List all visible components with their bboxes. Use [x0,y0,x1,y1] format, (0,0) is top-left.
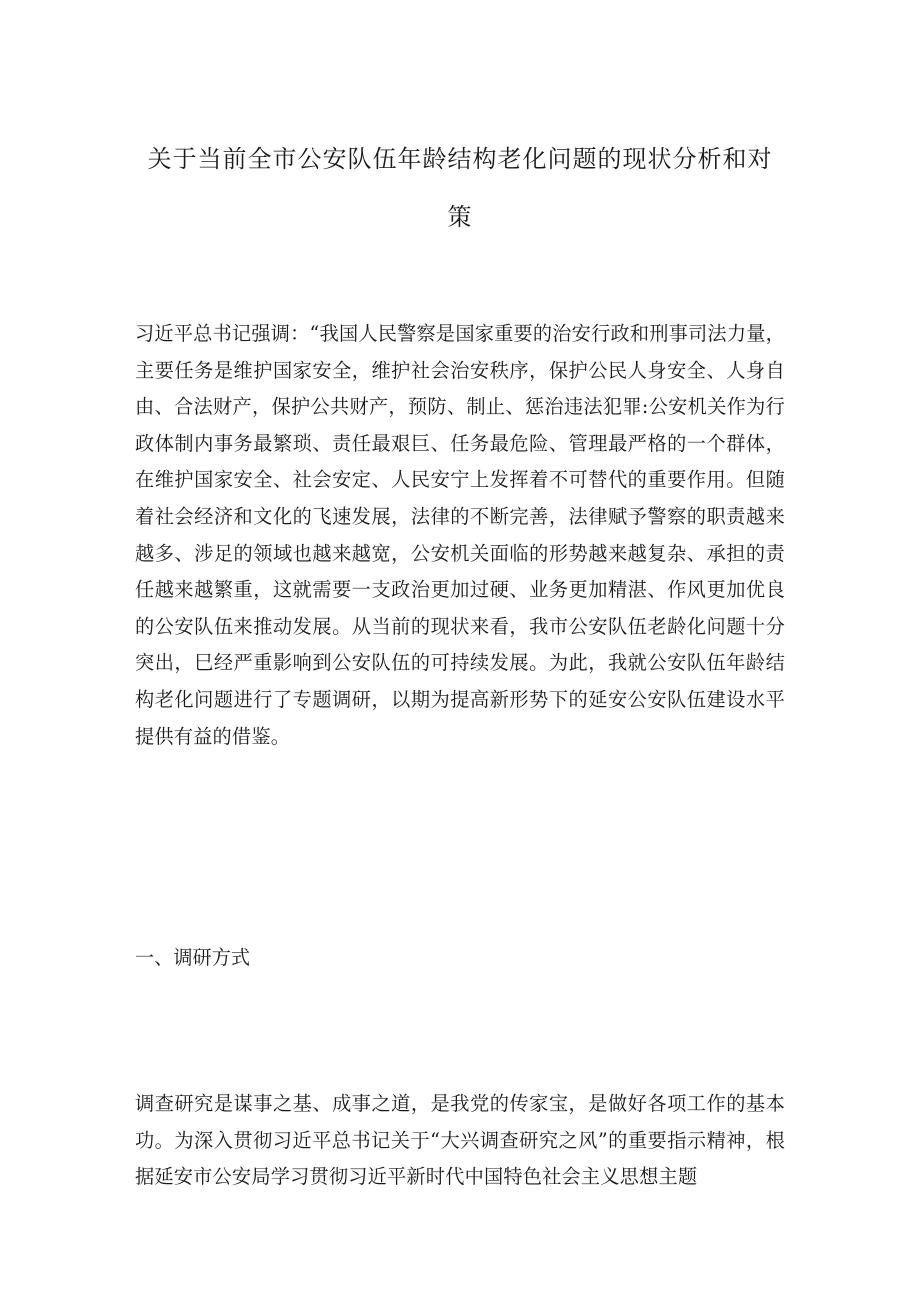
document-title: 关于当前全市公安队伍年龄结构老化问题的现状分析和对策 [147,145,773,231]
section-paragraph: 调查研究是谋事之基、成事之道，是我党的传家宝，是做好各项工作的基本功。为深入贯彻习近平总书记关于“大兴调查研究之风”的重要指示精神，根据延安市公安局学习贯彻习近平新时代中国特色社会主义思想主题 [135,1092,785,1189]
section-heading: 一、调研方式 [135,946,251,969]
intro-paragraph: 习近平总书记强调：“我国人民警察是国家重要的治安行政和刑事司法力量，主要任务是维护国家安全，维护社会治安秩序，保护公民人身安全、人身自由、合法财产，保护公共财产，预防、制止、惩治违法犯罪:公安机关作为行政体制内事务最繁琐、责任最艰巨、任务最危险、管理最严格的一个群体，在维护国家安全、社会安定、人民安宁上发挥着不可替代的重要作用。但随着社会经济和文化的飞速发展，法律的不断完善，法律赋予警察的职责越来越多、涉足的领域也越来越宽，公安机关面临的形势越来越复杂、承担的责任越来越繁重，这就需要一支政治更加过硬、业务更加精湛、作风更加优良的公安队伍来推动发展。从当前的现状来看，我市公安队伍老龄化问题十分突出，巳经严重影响到公安队伍的可持续发展。为此，我就公安队伍年龄结构老化问题进行了专题调研，以期为提高新形势下的延安公安队伍建设水平提供有益的借鉴。 [135,322,785,748]
